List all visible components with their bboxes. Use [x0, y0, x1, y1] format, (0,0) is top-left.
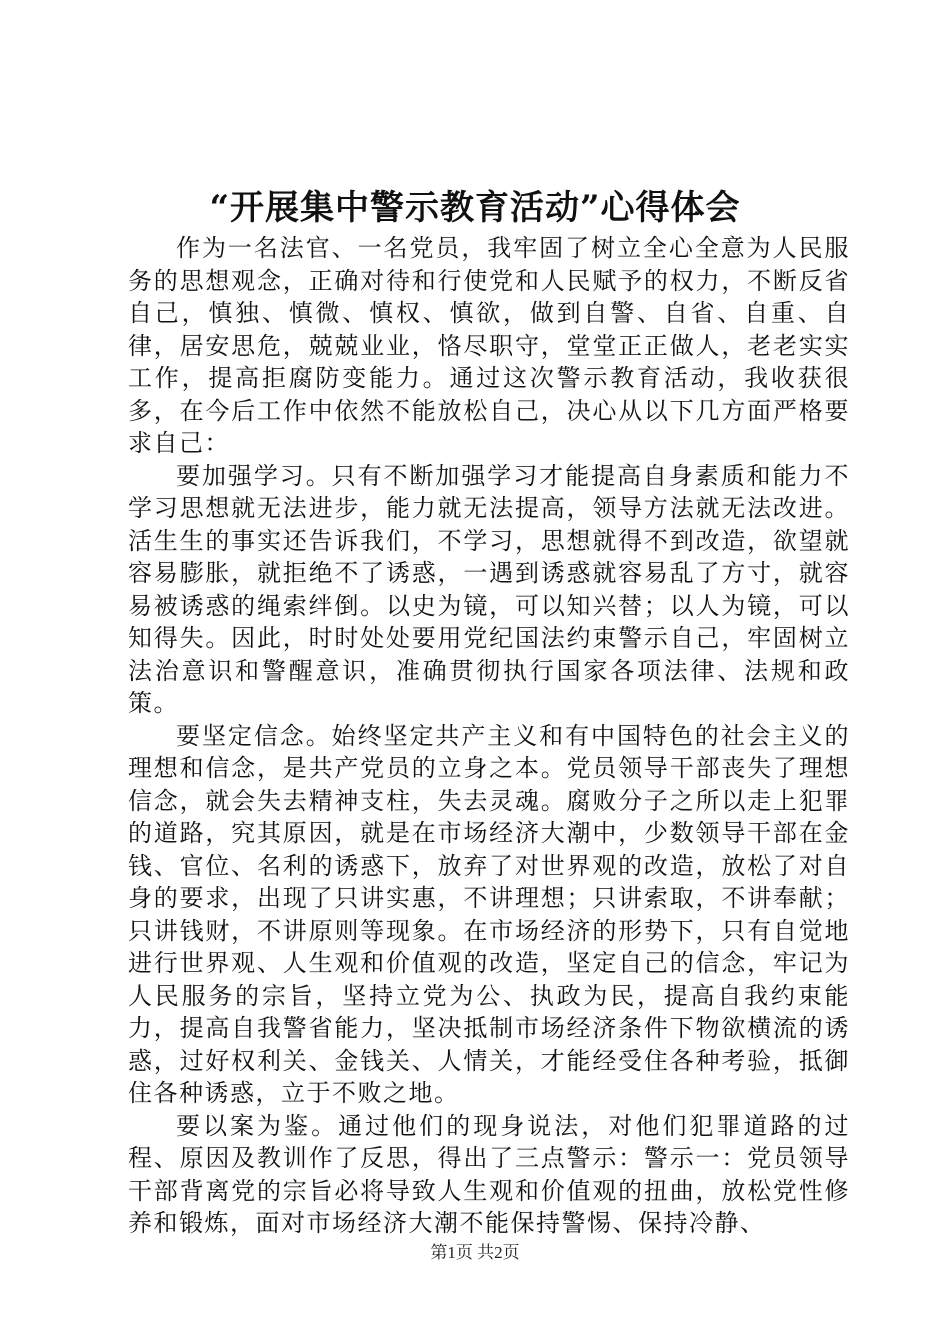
paragraph-belief: 要坚定信念。始终坚定共产主义和有中国特色的社会主义的理想和信念，是共产党员的立身之本。党员领导干部丧失了理想信念，就会失去精神支柱，失去灵魂。腐败分子之所以走上犯罪的道路，究其原因，就是在市场经济大潮中，少数领导干部在金钱、官位、名利的诱惑下，放弃了对世界观的改造，放松了对自身的要求，出现了只讲实惠，不讲理想；只讲索取，不讲奉献；只讲钱财，不讲原则等现象。在市场经济的形势下，只有自觉地进行世界观、人生观和价值观的改造，坚定自己的信念，牢记为人民服务的宗旨，坚持立党为公、执政为民，提高自我约束能力，提高自我警省能力，坚决抵制市场经济条件下物欲横流的诱惑，过好权利关、金钱关、人情关，才能经受住各种考验，抵御住各种诱惑，立于不败之地。 [128, 721, 850, 1107]
document-body [128, 232, 850, 1240]
document-title: “开展集中警示教育活动”心得体会 [209, 188, 741, 228]
paragraph-study: 要加强学习。只有不断加强学习才能提高自身素质和能力不学习思想就无法进步，能力就无法提高，领导方法就无法改进。活生生的事实还告诉我们，不学习，思想就得不到改造，欲望就容易膨胀，就拒绝不了诱惑，一遇到诱惑就容易乱了方寸，就容易被诱惑的绳索绊倒。以史为镜，可以知兴替；以人为镜，可以知得失。因此，时时处处要用党纪国法约束警示自己，牢固树立法治意识和警醒意识，准确贯彻执行国家各项法律、法规和政策。 [128, 461, 850, 717]
paragraph-case-lesson: 要以案为鉴。通过他们的现身说法，对他们犯罪道路的过程、原因及教训作了反思，得出了三点警示：警示一：党员领导干部背离党的宗旨必将导致人生观和价值观的扭曲，放松党性修养和锻炼，面对市场经济大潮不能保持警惕、保持冷静、 [128, 1111, 850, 1237]
paragraph-intro: 作为一名法官、一名党员，我牢固了树立全心全意为人民服务的思想观念，正确对待和行使党和人民赋予的权力，不断反省自己，慎独、慎微、慎权、慎欲，做到自警、自省、自重、自律，居安思危，兢兢业业，恪尽职守，堂堂正正做人，老老实实工作，提高拒腐防变能力。通过这次警示教育活动，我收获很多，在今后工作中依然不能放松自己，决心从以下几方面严格要求自己： [128, 234, 850, 457]
page-number-footer: 第1页 共2页 [430, 1243, 520, 1262]
